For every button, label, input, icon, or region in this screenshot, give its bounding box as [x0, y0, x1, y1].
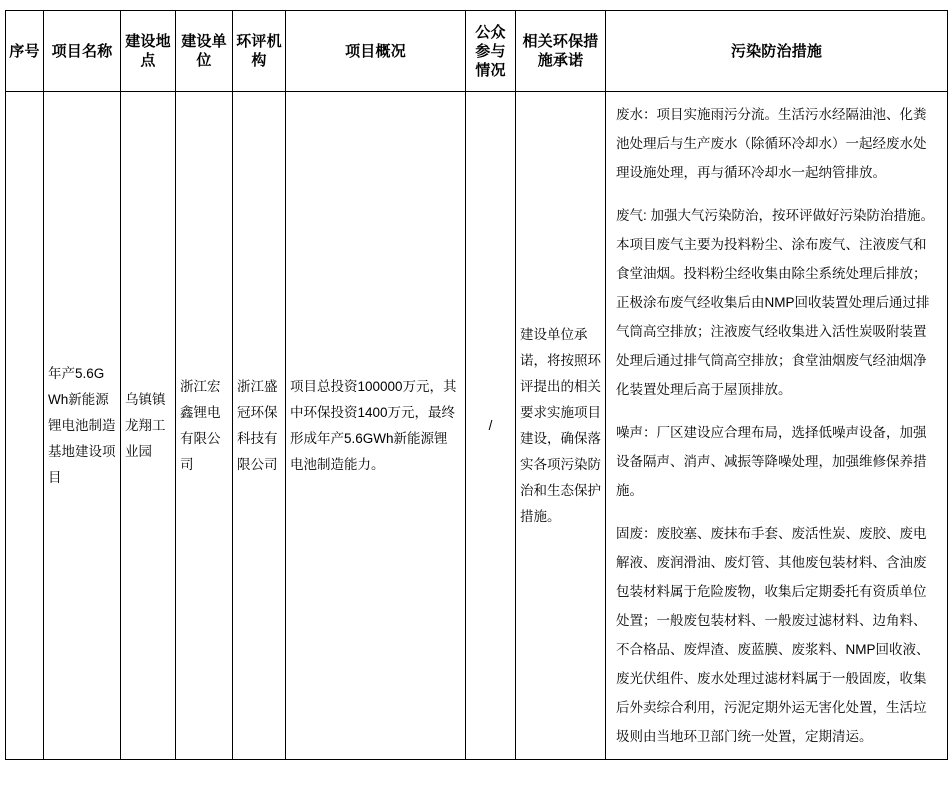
cell-construction-unit: [176, 92, 233, 760]
cell-environmental-commitment-value: 建设单位承诺，将按照环评提出的相关要求实施项目建设，确保落实各项污染防治和生态保护措施。: [520, 326, 601, 524]
header-construction-site-label: 建设地点: [125, 33, 171, 69]
cell-eia-agency-value: 浙江盛冠环保科技有限公司: [237, 378, 278, 472]
header-construction-site: [121, 11, 176, 92]
header-public-participation-label: 公众参与情况: [475, 23, 506, 79]
header-seq-label: 序号: [9, 42, 40, 60]
cell-project-name-value: 年产5.6GWh新能源锂电池制造基地建设项目: [48, 365, 116, 485]
table-header-row: [6, 11, 948, 92]
eia-public-notice-table: [5, 10, 948, 760]
measure-paragraph: 固废：废胶塞、废抹布手套、废活性炭、废胶、废电解液、废润滑油、废灯管、其他废包装材料、含油废包装材料属于危险废物，收集后定期委托有资质单位处置；一般废包装材料、一般废过滤材料、边角料、不合格品、废焊渣、废蓝膜、废浆料、NMP回收液、废光伏组件、废水处理过滤材料属于一般固废，收集后外卖综合利用，污泥定期外运无害化处置，生活垃圾则由当地环卫部门统一处置，定期清运。: [616, 526, 930, 744]
measure-paragraph: 废水：项目实施雨污分流。生活污水经隔油池、化粪池处理后与生产废水（除循环冷却水）一起经废水处理设施处理，再与循环冷却水一起纳管排放。: [616, 107, 927, 180]
header-public-participation: [466, 11, 516, 92]
cell-pollution-control-measures: [606, 92, 948, 760]
table-body: [6, 92, 948, 760]
measure-paragraph: 噪声：厂区建设应合理布局，选择低噪声设备，加强设备隔声、消声、减振等降噪处理，加强维修保养措施。: [616, 425, 927, 498]
header-project-overview: [286, 11, 466, 92]
cell-project-overview: [286, 92, 466, 760]
header-environmental-commitment: [516, 11, 606, 92]
cell-construction-site-value: 乌镇镇龙翔工业园: [125, 391, 166, 459]
cell-public-participation: [466, 92, 516, 760]
cell-project-name: [44, 92, 121, 760]
cell-seq: [6, 92, 44, 760]
table-row: [6, 92, 948, 760]
header-project-overview-label: 项目概况: [345, 42, 406, 60]
cell-construction-site: [121, 92, 176, 760]
cell-environmental-commitment: [516, 92, 606, 760]
header-pollution-control-measures: [606, 11, 948, 92]
header-project-name-label: 项目名称: [51, 42, 113, 60]
cell-public-participation-value: /: [488, 417, 493, 433]
table-header: [6, 11, 948, 92]
header-environmental-commitment-label: 相关环保措施承诺: [522, 33, 599, 69]
header-construction-unit: [176, 11, 233, 92]
header-project-name: [44, 11, 121, 92]
measure-paragraph: 废气: 加强大气污染防治，按环评做好污染防治措施。本项目废气主要为投料粉尘、涂布废气、注液废气和食堂油烟。投料粉尘经收集由除尘系统处理后排放；正极涂布废气经收集后由NMP回收装置处理后通过排气筒高空排放；注液废气经收集进入活性炭吸附装置处理后通过排气筒高空排放；食堂油烟废气经油烟净化装置处理后高于屋顶排放。: [616, 208, 935, 397]
header-seq: [6, 11, 44, 92]
header-eia-agency: [233, 11, 286, 92]
header-construction-unit-label: 建设单位: [181, 33, 227, 69]
cell-eia-agency: [233, 92, 286, 760]
cell-construction-unit-value: 浙江宏鑫锂电有限公司: [180, 378, 221, 472]
header-pollution-control-measures-label: 污染防治措施: [730, 42, 823, 60]
header-eia-agency-label: 环评机构: [236, 33, 282, 69]
cell-pollution-control-measures-list: [606, 92, 947, 759]
cell-project-overview-value: 项目总投资100000万元，其中环保投资1400万元，最终形成年产5.6GWh新能源锂电池制造能力。: [290, 378, 457, 472]
